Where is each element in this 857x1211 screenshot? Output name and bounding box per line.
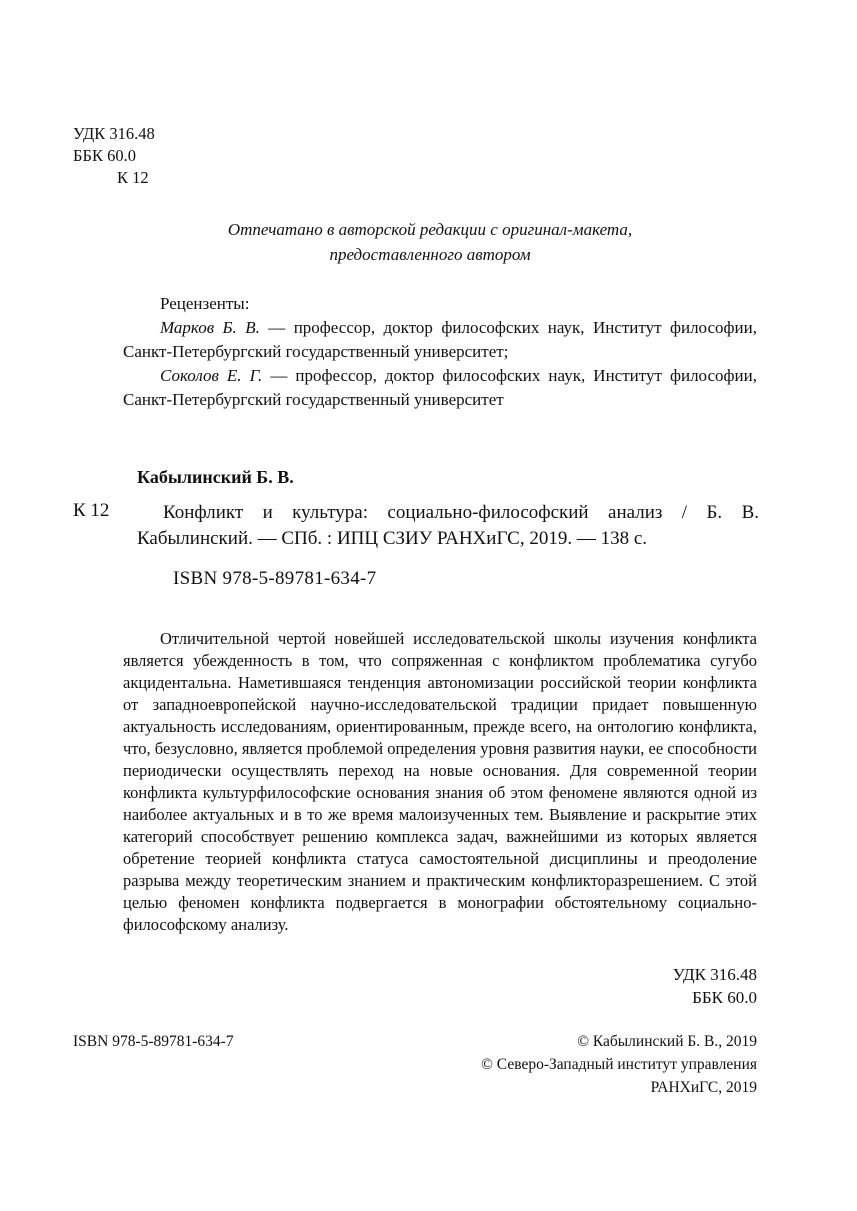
udk-code: УДК 316.48: [73, 124, 155, 143]
annotation-text: Отличительной чертой новейшей исследовательской школы изучения конфликта является убежденность в том, что сопряженная с конфликтом проблематика сугубо акцидентальна. Наметившаяся тенденция автономизации российской теории конфликта от западноевропейской научно-исследовательской традиции придает повышенную актуальность исследованиям, ориентированным, прежде всего, на онтологию конфликта, что, безусловно, является проблемой определения уровня развития науки, ее способности периодически осуществлять переход на новые основания. Для современной теории конфликта культурфилософские основания знания об этом феномене являются одной из наиболее актуальных и в то же время малоизученных тем. Выявление и раскрытие этих категорий способствует решению комплекса задач, важнейшими из которых является обретение теорией конфликта статуса самостоятельной дисциплины и преодоление разрыва между теоретическим знанием и практическим конфликторазрешением. С этой целью феномен конфликта подвергается в монографии обстоятельному социально-философскому анализу.: [123, 629, 757, 934]
copyright-author: © Кабылинский Б. В., 2019: [577, 1033, 757, 1050]
bottom-udk-code: УДК 316.48: [672, 965, 757, 984]
bottom-bbk-code: ББК 60.0: [692, 988, 757, 1007]
cutter-mark: К 12: [73, 500, 110, 521]
reviewers-block: [123, 292, 757, 412]
copyright-institute: © Северо-Западный институт управления: [481, 1056, 757, 1073]
reviewer-name: Марков Б. В.: [160, 318, 260, 337]
print-note-line-2: предоставленного автором: [329, 245, 531, 264]
bottom-classification-codes: [673, 963, 757, 1009]
print-note-line-1: Отпечатано в авторской редакции с оригинал-макета,: [227, 220, 633, 239]
classification-codes: [73, 123, 155, 189]
bbk-code: ББК 60.0: [73, 146, 136, 165]
reviewers-title: Рецензенты:: [160, 294, 250, 313]
print-note: [100, 217, 760, 267]
isbn-bottom: ISBN 978-5-89781-634-7: [73, 1033, 234, 1050]
reviewer-details: — профессор, доктор философских наук, Институт философии, Санкт-Петербургский государственный университет: [123, 366, 757, 409]
reviewer-name: Соколов Е. Г.: [160, 366, 263, 385]
reviewer-entry: [123, 364, 757, 412]
isbn: ISBN 978-5-89781-634-7: [173, 568, 377, 589]
author-heading: Кабылинский Б. В.: [137, 467, 294, 487]
copyright-block: [481, 1030, 757, 1099]
reviewer-entry: [123, 316, 757, 364]
bibliographic-entry: [137, 500, 759, 592]
copyright-institute-year: РАНХиГС, 2019: [650, 1079, 757, 1096]
reviewer-details: — профессор, доктор философских наук, Институт философии, Санкт-Петербургский государственный университет;: [123, 318, 757, 361]
bibliographic-description: Конфликт и культура: социально-философский анализ / Б. В. Кабылинский. — СПб. : ИПЦ СЗИУ РАНХиГС, 2019. — 138 с.: [137, 502, 759, 549]
cutter-code: К 12: [117, 168, 149, 187]
